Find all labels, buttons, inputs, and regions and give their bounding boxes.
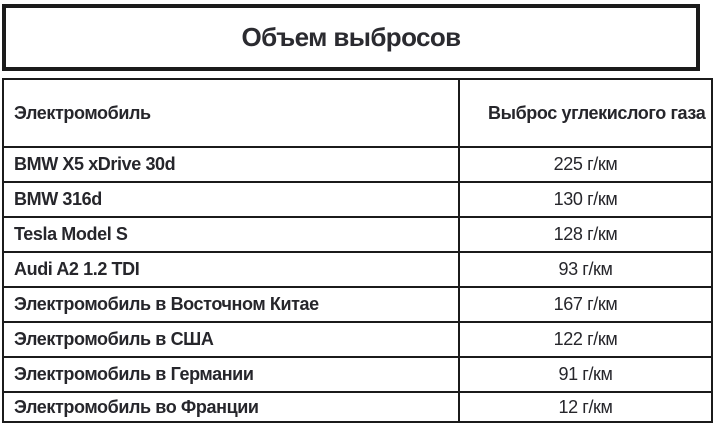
table-row — [3, 182, 712, 217]
table-row — [3, 252, 712, 287]
vehicle-name-cell: Электромобиль во Франции — [3, 392, 459, 422]
vehicle-name-cell: Электромобиль в США — [3, 322, 459, 357]
table-row — [3, 217, 712, 252]
page-title: Объем выбросов — [241, 22, 461, 52]
table-header-row — [3, 79, 712, 147]
header-cell-vehicle: Электромобиль — [3, 79, 459, 147]
table-row — [3, 357, 712, 392]
vehicle-name-cell: Электромобиль в Восточном Китае — [3, 287, 459, 322]
vehicle-name-cell: Audi A2 1.2 TDI — [3, 252, 459, 287]
header-cell-emission: Выброс углекислого газа — [459, 79, 712, 147]
emission-value-cell: 122 г/км — [459, 322, 712, 357]
table-row — [3, 392, 712, 422]
table-row — [3, 322, 712, 357]
emission-value-cell: 93 г/км — [459, 252, 712, 287]
table-row — [3, 287, 712, 322]
emission-value-cell: 12 г/км — [459, 392, 712, 422]
vehicle-name-cell: Tesla Model S — [3, 217, 459, 252]
vehicle-name-cell: BMW 316d — [3, 182, 459, 217]
emissions-table — [2, 78, 713, 423]
emission-value-cell: 130 г/км — [459, 182, 712, 217]
vehicle-name-cell: BMW X5 xDrive 30d — [3, 147, 459, 182]
emission-value-cell: 128 г/км — [459, 217, 712, 252]
emission-value-cell: 225 г/км — [459, 147, 712, 182]
emission-value-cell: 91 г/км — [459, 357, 712, 392]
title-box — [2, 4, 700, 71]
emission-value-cell: 167 г/км — [459, 287, 712, 322]
vehicle-name-cell: Электромобиль в Германии — [3, 357, 459, 392]
table-row — [3, 147, 712, 182]
